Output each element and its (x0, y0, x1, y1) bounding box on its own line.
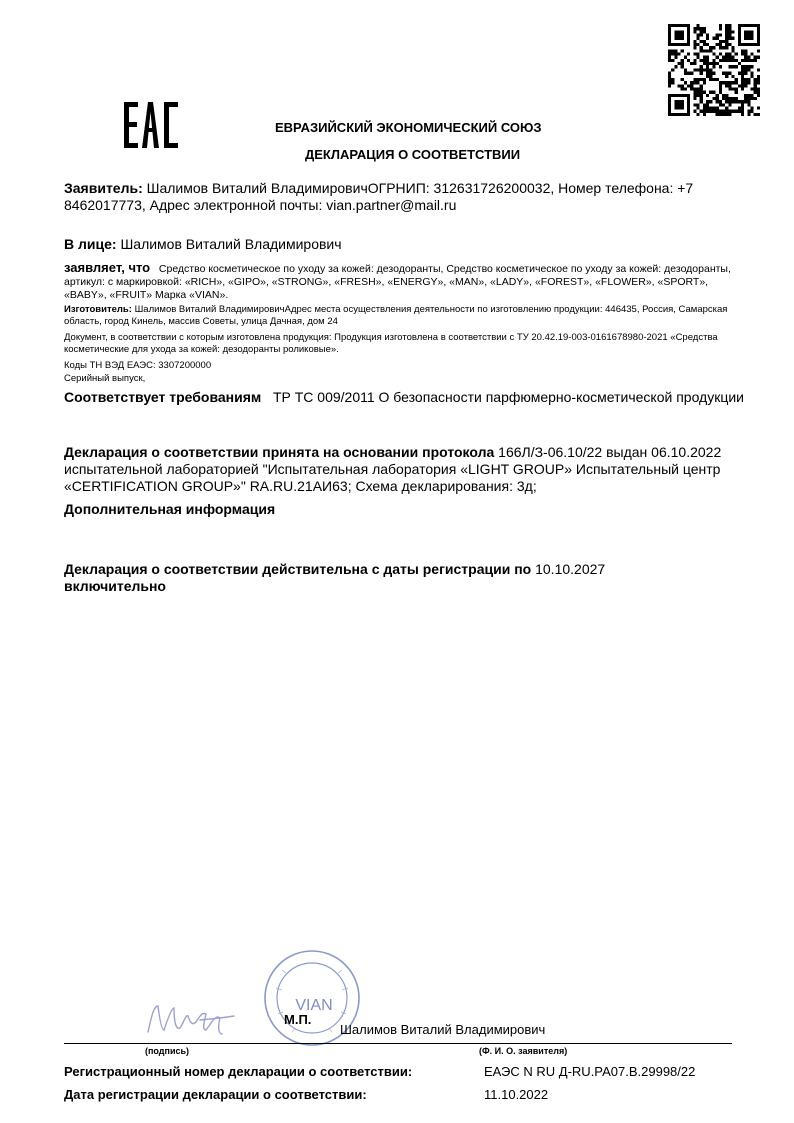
additional-info-label: Дополнительная информация (64, 501, 276, 517)
manufacturer-section (64, 304, 744, 328)
declares-text: Средство косметическое по уходу за кожей: дезодоранты, Средство косметическое по уходу за кожей: дезодоранты, артикул: с маркировкой: «RICH», «GIPO», «STRONG», «FRESH», «ENERGY», «MAN», «LADY», «FOREST», «FLOWER», «SPORT», «BABY», «FRUIT» Марка «VIAN». (64, 263, 731, 301)
declares-section (64, 261, 734, 302)
mp-label: М.П. (284, 1012, 312, 1027)
registration-number-label: Регистрационный номер декларации о соответствии: (64, 1064, 413, 1079)
fio-caption: (Ф. И. О. заявителя) (479, 1046, 568, 1056)
registration-date-value: 11.10.2022 (484, 1087, 549, 1102)
validity-section (64, 561, 744, 595)
signature-line (64, 1043, 732, 1044)
applicant-label: Заявитель: (64, 180, 143, 196)
declares-label: заявляет, что (64, 260, 151, 275)
codes-text: Коды ТН ВЭД ЕАЭС: 3307200000 (64, 360, 212, 371)
applicant-text: Шалимов Виталий ВладимировичОГРНИП: 312631726200032, Номер телефона: +7 8462017773, Адрес электронной почты: vian.partner@mail.ru (64, 180, 694, 213)
applicant-section (64, 180, 744, 214)
complies-section (64, 389, 744, 406)
person-text: Шалимов Виталий Владимирович (116, 236, 342, 252)
complies-text: ТР ТС 009/2011 О безопасности парфюмерно-косметической продукции (272, 389, 744, 405)
signer-name: Шалимов Виталий Владимирович (340, 1022, 546, 1037)
declaration-title: ДЕКЛАРАЦИЯ О СООТВЕТСТВИИ (305, 147, 521, 162)
validity-date: 10.10.2027 (531, 561, 606, 577)
protocol-label: Декларация о соответствии принята на основании протокола (64, 444, 495, 460)
validity-suffix: включительно (64, 578, 166, 594)
qr-code-icon (668, 24, 760, 116)
union-title: ЕВРАЗИЙСКИЙ ЭКОНОМИЧЕСКИЙ СОЮЗ (275, 120, 542, 135)
registration-date-label: Дата регистрации декларации о соответствии: (64, 1087, 367, 1102)
serial-text: Серийный выпуск, (64, 373, 146, 384)
document-text: Документ, в соответствии с которым изготовлена продукция: Продукция изготовлена в соответствии с ТУ 20.42.19-003-0161678980-2021 «Средства косметические для ухода за кожей: дезодоранты роликовые». (64, 332, 718, 355)
stamp-text: VIAN (295, 997, 333, 1014)
registration-number-value: ЕАЭС N RU Д-RU.РА07.В.29998/22 (484, 1064, 696, 1079)
protocol-text: 166Л/З-06.10/22 выдан 06.10.2022 испытательной лабораторией "Испытательная лаборатория «LIGHT GROUP» Испытательный центр «CERTIFICATION GROUP»" RA.RU.21АИ63; Схема декларирования: 3д; (64, 444, 722, 494)
eac-logo (122, 100, 180, 150)
complies-label: Соответствует требованиям (64, 389, 262, 405)
manufacturer-label: Изготовитель: (64, 304, 132, 315)
sign-caption: (подпись) (145, 1046, 190, 1056)
person-label: В лице: (64, 236, 117, 252)
protocol-section (64, 444, 744, 495)
handwritten-signature (140, 992, 240, 1044)
person-section (64, 236, 744, 253)
manufacturer-text: Шалимов Виталий ВладимировичАдрес места осуществления деятельности по изготовлению продукции: 446435, Россия, Самарская область, город Кинель, массив Советы, улица Дачная, дом 24 (64, 304, 728, 327)
validity-label: Декларация о соответствии действительна с даты регистрации по (64, 561, 532, 577)
